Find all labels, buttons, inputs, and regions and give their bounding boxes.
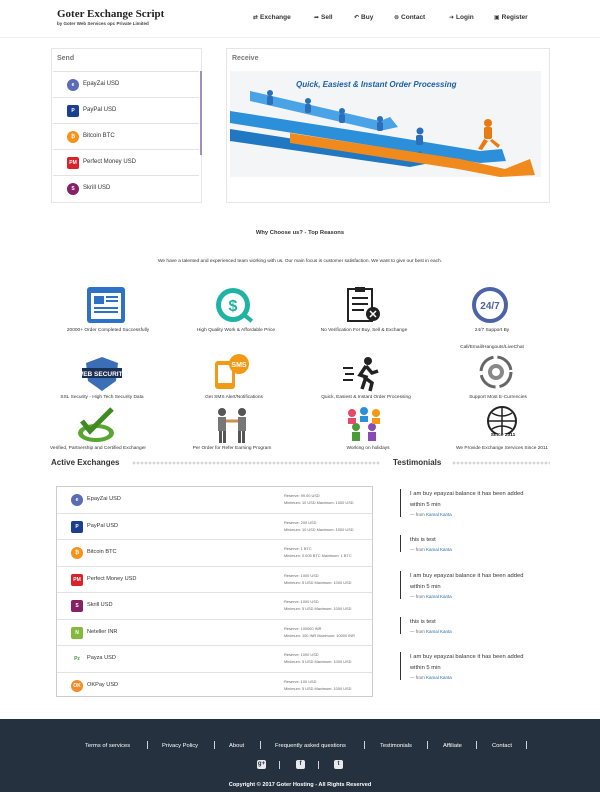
- footer-link-privacy[interactable]: Privacy Policy: [162, 743, 199, 749]
- exchange-icon: ⇄: [253, 15, 259, 21]
- svg-text:24/7: 24/7: [480, 301, 500, 312]
- feature-label-no-verification: No Verification For Buy, Sell & Exchange: [320, 328, 408, 333]
- reserve-info: Reserve: 1 BTC Minimum: 0.005 BTC Maximum: 1 BTC: [284, 546, 352, 558]
- sms-phone-icon: [212, 353, 252, 391]
- footer-separator: [214, 741, 215, 749]
- send-item-skrill[interactable]: S Skrill USD: [53, 175, 199, 201]
- skrill-icon: S: [71, 600, 83, 612]
- twitter-icon[interactable]: t: [334, 760, 343, 769]
- facebook-icon[interactable]: f: [296, 760, 305, 769]
- paypal-icon: P: [67, 105, 79, 117]
- footer-separator: [260, 741, 261, 749]
- currency-cycle-icon: [476, 353, 516, 391]
- footer-link-terms[interactable]: Terms of services: [85, 743, 131, 749]
- nav-contact[interactable]: ⊚ Contact: [394, 14, 426, 21]
- send-item-epayzai[interactable]: e EpayZai USD: [53, 71, 199, 97]
- testimonial-author[interactable]: Kamal Kanta: [426, 547, 452, 552]
- testimonial-author[interactable]: Kamal Kanta: [426, 675, 452, 680]
- svg-text:SMS: SMS: [231, 362, 247, 369]
- footer-separator: [427, 741, 428, 749]
- testimonial-item: this is test — from Kamal Kanta: [400, 535, 530, 552]
- copyright-text: Copyright © 2017 Goter Hosting - All Rights Reserved: [228, 782, 372, 788]
- reserve-info: Reserve: 1000 USD Minimum: 5 USD Maximum: 1000 USD: [284, 599, 352, 611]
- nav-buy[interactable]: ↶ Buy: [354, 14, 374, 21]
- reserve-info: Reserve: 1000 USD Minimum: 5 USD Maximum: 1000 USD: [284, 652, 352, 664]
- receive-banner: [230, 71, 541, 177]
- feature-label-currencies: Support Most E-Currencies: [469, 395, 527, 400]
- reply-icon: ↶: [354, 15, 360, 21]
- exchange-row-okpay[interactable]: OK OKPay USD Reserve: 100 USD Minimum: 5 USD Maximum: 1000 USD: [57, 673, 372, 700]
- lifebuoy-icon: ⊚: [394, 15, 400, 21]
- reserve-info: Reserve: 200 USD Minimum: 10 USD Maximum: 1000 USD: [284, 519, 354, 532]
- nav-exchange[interactable]: ⇄ Exchange: [253, 14, 291, 21]
- feature-label-refer: Per Order for Refer Earning Program: [192, 446, 272, 451]
- why-title: Why Choose us? - Top Reasons: [255, 230, 345, 236]
- nav-sell[interactable]: ➦ Sell: [314, 14, 333, 21]
- feature-label-ssl: SSL Security - High Tech Security Data: [60, 395, 144, 400]
- section-divider: [452, 461, 550, 465]
- testimonial-item: this is test — from Kamal Kanta: [400, 617, 530, 634]
- testimonials-title: Testimonials: [393, 458, 442, 467]
- section-divider: [132, 461, 380, 465]
- footer-link-contact[interactable]: Contact: [492, 743, 512, 749]
- send-item-paypal[interactable]: P PayPal USD: [53, 97, 199, 123]
- footer-link-testimonials[interactable]: Testimonials: [380, 743, 412, 749]
- okpay-icon: OK: [71, 680, 83, 692]
- exchange-row-payza[interactable]: Pz Payza USD Reserve: 1000 USD Minimum: 5 USD Maximum: 1000 USD: [57, 646, 372, 673]
- feature-label-orders: 20000+ Order Completed Successfully: [66, 328, 150, 333]
- site-logo[interactable]: Goter Exchange Script: [57, 8, 165, 20]
- footer-link-faq[interactable]: Frequently asked questions: [275, 743, 346, 749]
- testimonial-item: I am buy epayzai balance it has been added within 5 min — from Kamal Kanta: [400, 489, 530, 517]
- feature-label-support: 24/7 Support By: [474, 328, 510, 333]
- exchange-row-perfect-money[interactable]: PM Perfect Money USD Reserve: 1000 USD Minimum: 5 USD Maximum: 1000 USD: [57, 567, 372, 594]
- feature-label-instant: Quick, Easiest & Instant Order Processing: [321, 395, 411, 400]
- racing-arrows-illustration: [230, 71, 541, 177]
- team-people-icon: [344, 405, 384, 443]
- testimonial-author[interactable]: Kamal Kanta: [426, 512, 452, 517]
- send-scrollbar[interactable]: [200, 71, 202, 155]
- footer-link-affiliate[interactable]: Affiliate: [443, 743, 462, 749]
- footer-separator: [476, 741, 477, 749]
- footer-separator: [147, 741, 148, 749]
- exchange-row-epayzai[interactable]: e EpayZai USD Reserve: 99.00 USD Minimum: 10 USD Maximum: 1000 USD: [57, 487, 372, 514]
- footer-separator: [318, 761, 319, 769]
- checklist-icon: [342, 286, 382, 324]
- footer-separator: [364, 741, 365, 749]
- dollar-coin-icon: [214, 286, 254, 324]
- why-intro: We have a talented and experienced team working with us. Our main focus is customer satisfaction. We want to give our best in each.: [157, 259, 443, 264]
- certified-stamp-icon: [76, 407, 116, 445]
- footer-separator: [279, 761, 280, 769]
- feature-label-certified: Verified, Partnership and Certified Exchanger: [50, 446, 146, 451]
- site-logo-subtitle: by Goter Web Services opc Private Limited: [57, 21, 149, 26]
- epayzai-icon: e: [71, 494, 83, 506]
- svg-text:WEB SECURITY: WEB SECURITY: [77, 371, 127, 378]
- exchange-row-neteller[interactable]: N Neteller INR Reserve: 100000 INR Minimum: 100 INR Maximum: 10000 INR: [57, 620, 372, 647]
- receive-title: Receive: [232, 55, 259, 62]
- feature-label-quality: High Quality Work & Affordable Price: [196, 328, 276, 333]
- feature-label-sms: Get SMS Alert/Notifications: [205, 395, 263, 400]
- reserve-info: Reserve: 99.00 USD Minimum: 10 USD Maximum: 1000 USD: [284, 493, 354, 505]
- testimonial-item: I am buy epayzai balance it has been added within 5 min — from Kamal Kanta: [400, 652, 530, 680]
- perfect-money-icon: PM: [67, 157, 79, 169]
- reserve-info: Reserve: 100000 INR Minimum: 100 INR Maximum: 10000 INR: [284, 625, 355, 638]
- bitcoin-icon: ₿: [67, 131, 79, 143]
- send-panel: [51, 48, 202, 203]
- share-icon: ➦: [314, 15, 320, 21]
- feature-label-support-channels: Call/Email/Hangouts/LiveChat: [460, 345, 524, 350]
- active-exchanges-title: Active Exchanges: [51, 458, 120, 467]
- google-plus-icon[interactable]: g+: [257, 761, 266, 767]
- send-item-perfect-money[interactable]: PM Perfect Money USD: [53, 149, 199, 175]
- register-icon: ▣: [494, 15, 500, 21]
- feature-label-holidays: Working on holidays: [346, 446, 390, 451]
- exchange-row-bitcoin[interactable]: ₿ Bitcoin BTC Reserve: 1 BTC Minimum: 0.005 BTC Maximum: 1 BTC: [57, 540, 372, 567]
- banner-title: Quick, Easiest & Instant Order Processing: [296, 80, 457, 89]
- paypal-icon: P: [71, 521, 83, 533]
- footer-link-about[interactable]: About: [229, 743, 245, 749]
- feature-label-since: We Provide Exchange Services Since 2011: [455, 446, 549, 451]
- nav-register[interactable]: ▣ Register: [494, 14, 528, 21]
- since-2011-badge: Since 2011: [490, 433, 516, 438]
- runner-icon: [342, 355, 382, 393]
- handshake-icon: [212, 407, 252, 445]
- testimonial-item: I am buy epayzai balance it has been added within 5 min — from Kamal Kanta: [400, 571, 530, 599]
- site-header: [0, 0, 600, 38]
- testimonial-author[interactable]: Kamal Kanta: [426, 594, 452, 599]
- bitcoin-icon: ₿: [71, 547, 83, 559]
- active-exchanges-table: [56, 486, 373, 697]
- payza-icon: Pz: [71, 653, 83, 665]
- neteller-icon: N: [71, 627, 83, 639]
- perfect-money-icon: PM: [71, 574, 83, 586]
- reserve-info: Reserve: 100 USD Minimum: 5 USD Maximum: 1000 USD: [284, 678, 352, 691]
- reserve-info: Reserve: 1000 USD Minimum: 5 USD Maximum: 1000 USD: [284, 572, 352, 585]
- login-icon: ➜: [449, 15, 455, 21]
- testimonial-author[interactable]: Kamal Kanta: [426, 629, 452, 634]
- epayzai-icon: e: [67, 79, 79, 91]
- skrill-icon: S: [67, 183, 79, 195]
- footer-separator: [526, 741, 527, 749]
- exchange-row-paypal[interactable]: P PayPal USD Reserve: 200 USD Minimum: 10 USD Maximum: 1000 USD: [57, 514, 372, 541]
- send-title: Send: [57, 55, 75, 62]
- support-24-7-icon: [470, 286, 510, 324]
- svg-text:$: $: [228, 298, 238, 315]
- send-item-bitcoin[interactable]: ₿ Bitcoin BTC: [53, 123, 199, 149]
- nav-login[interactable]: ➜ Login: [449, 14, 474, 21]
- web-security-icon: [77, 355, 127, 393]
- browser-window-icon: [86, 286, 126, 324]
- exchange-row-skrill[interactable]: S Skrill USD Reserve: 1000 USD Minimum: 5 USD Maximum: 1000 USD: [57, 593, 372, 620]
